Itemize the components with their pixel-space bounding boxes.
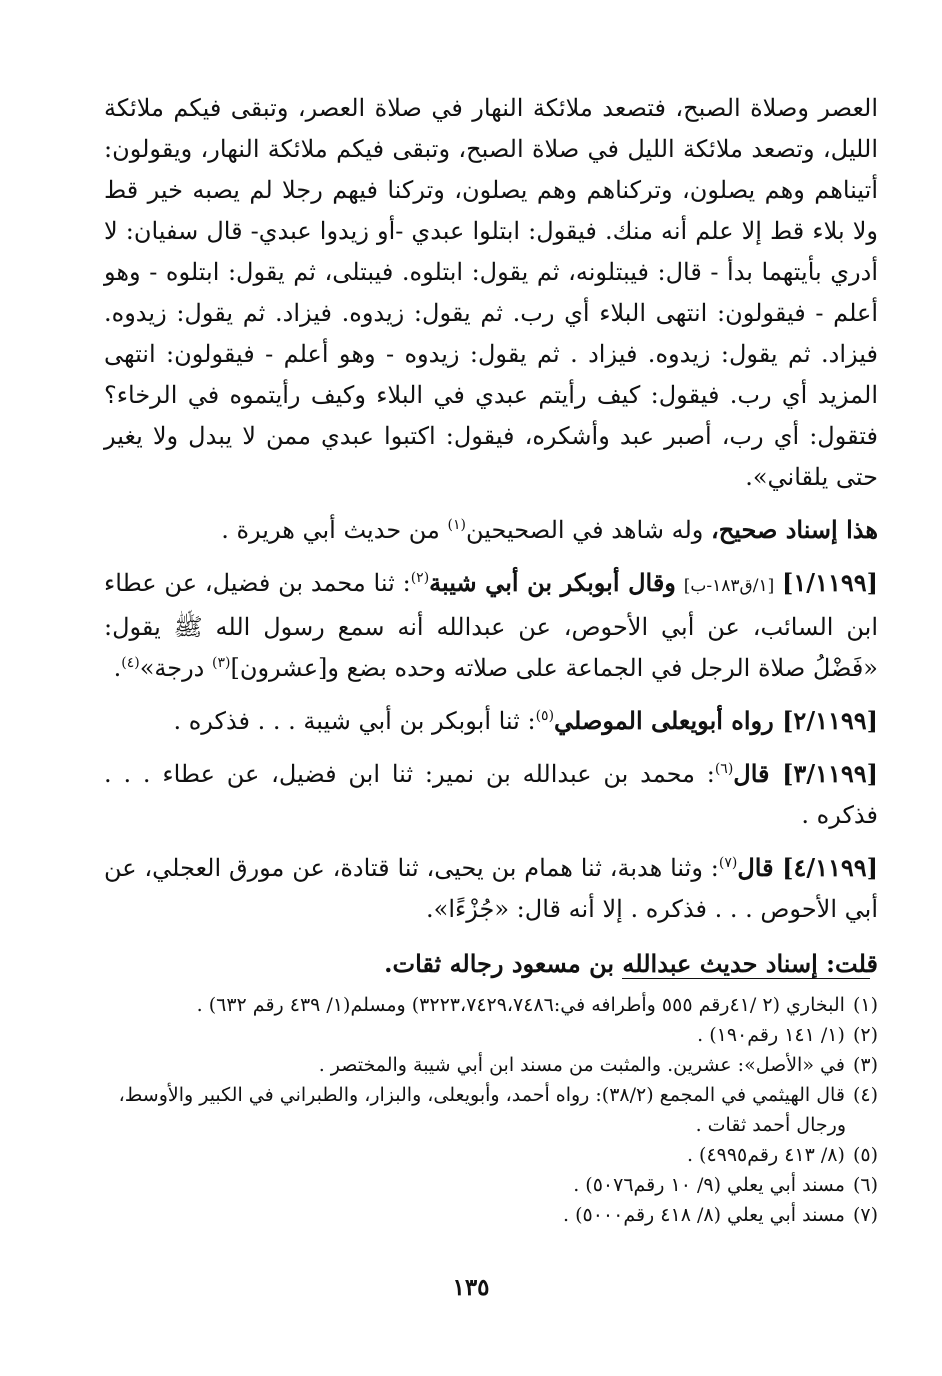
footnote-text: (١/ ١٤١ رقم١٩٠) . <box>697 1024 845 1046</box>
footnote-2 <box>104 1020 878 1050</box>
entry-lead-4: قال <box>737 853 783 882</box>
footnotes <box>104 990 878 1230</box>
footnote-6 <box>104 1170 878 1200</box>
entry-text-2: : ثنا أبوبكر بن أبي شيبة . . . فذكره . <box>173 707 536 735</box>
entry-number-1: [١/١١٩٩] <box>782 568 878 597</box>
footnote-ref-3[interactable]: (٣) <box>212 655 231 671</box>
footnote-number: (٥) <box>852 1144 878 1166</box>
footnote-5 <box>104 1140 878 1170</box>
entry-text-1c: . <box>113 654 122 682</box>
manuscript-ref: [١/ق١٨٣-ب] <box>683 576 775 596</box>
footnote-separator <box>622 978 870 979</box>
verdict-bold: هذا إسناد صحيح، <box>710 515 878 544</box>
entry-text-4: : وثنا هدبة، ثنا همام بن يحيى، ثنا قتادة، عن مورق العجلي، عن أبي الأحوص . . . فذكره . إلا أنه قال: «جُزْءًا». <box>104 854 878 923</box>
conclusion: قلت: إسناد حديث عبدالله بن مسعود رجاله ثقات. <box>384 949 878 978</box>
entry-number-2: [٢/١١٩٩] <box>782 706 878 735</box>
footnote-text: قال الهيثمي في المجمع (٣٨/٢): رواه أحمد، وأبويعلى، والبزار، والطبراني في الكبير والأوسط، <box>118 1084 845 1106</box>
verdict-line <box>104 509 878 551</box>
entry-lead-1: وقال أبوبكر بن أبي شيبة <box>429 568 676 597</box>
footnote-ref-6[interactable]: (٦) <box>714 761 734 777</box>
footnote-7 <box>104 1200 878 1230</box>
hadith-entry-3 <box>104 753 878 836</box>
entry-number-4: [٤/١١٩٩] <box>782 853 879 882</box>
footnote-text: في «الأصل»: عشرين. والمثبت من مسند ابن أبي شيبة والمختصر . <box>318 1054 845 1076</box>
footnote-4-continuation: ورجال أحمد ثقات . <box>695 1114 846 1136</box>
entry-lead-3: قال <box>733 759 783 788</box>
footnote-ref-1[interactable]: (١) <box>447 517 467 533</box>
footnote-ref-7[interactable]: (٧) <box>718 855 738 871</box>
entry-text-1b: درجة» <box>139 654 212 682</box>
verdict-text-end: من حديث أبي هريرة . <box>221 516 448 544</box>
footnote-text: البخاري (٢ /٤١رقم ٥٥٥ وأطرافه في:٣٢٢٣،٧٤٢٩،٧٤٨٦) ومسلم(١/ ٤٣٩ رقم ٦٣٢) . <box>196 994 845 1016</box>
footnote-text: مسند أبي يعلي (٩/ ١٠ رقم٥٠٧٦) . <box>573 1174 845 1196</box>
footnote-4 <box>104 1080 878 1110</box>
footnote-number: (٧) <box>852 1204 878 1226</box>
footnote-1 <box>104 990 878 1020</box>
entry-text-3: : محمد بن عبدالله بن نمير: ثنا ابن فضيل، عن عطاء . . . فذكره . <box>104 760 878 829</box>
footnote-ref-4[interactable]: (٤) <box>121 655 140 671</box>
footnote-ref-5[interactable]: (٥) <box>535 708 555 724</box>
hadith-entry-2 <box>104 700 878 742</box>
footnote-number: (٤) <box>852 1084 878 1106</box>
footnote-number: (١) <box>852 994 878 1016</box>
hadith-entry-4 <box>104 847 878 930</box>
verdict-text: وله شاهد في الصحيحين <box>466 516 711 544</box>
footnote-text: (٨/ ٤١٣ رقم٤٩٩٥) . <box>686 1144 845 1166</box>
hadith-entry-1 <box>104 562 878 689</box>
footnote-number: (٢) <box>852 1024 878 1046</box>
footnote-ref-2[interactable]: (٢) <box>410 570 430 586</box>
entry-text-1a: : ثنا محمد بن فضيل، عن عطاء ابن السائب، عن أبي الأحوص، عن عبدالله أنه سمع رسول الله ﷺ يقول: «فَضْلُ صلاة الرجل في الجماعة على صلاته وحده بضع و[عشرون] <box>104 569 878 682</box>
footnote-number: (٣) <box>852 1054 878 1076</box>
footnote-3 <box>104 1050 878 1080</box>
footnote-text: مسند أبي يعلي (٨/ ٤١٨ رقم٥٠٠٠) . <box>563 1204 845 1226</box>
footnote-number: (٦) <box>852 1174 878 1196</box>
hadith-text: العصر وصلاة الصبح، فتصعد ملائكة النهار في صلاة العصر، وتبقى فيكم ملائكة الليل، وتصعد ملائكة الليل في صلاة الصبح، وتبقى فيكم ملائكة النهار، ويقولون: أتيناهم وهم يصلون، وتركناهم وهم يصلون، وتركنا فيهم رجلا لم يصبه خير قط ولا بلاء قط إلا علم أنه منك. فيقول: ابتلوا عبدي -أو زيدوا عبدي- قال سفيان: لا أدري بأيتهما بدأ - قال: فيبتلونه، ثم يقول: ابتلوه. فيبتلى، ثم يقول: ابتلوه - وهو أعلم - فيقولون: انتهى البلاء أي رب. ثم يقول: زيدوه. فيزاد. ثم يقول: زيدوه. فيزاد. ثم يقول: زيدوه. فيزاد . ثم يقول: زيدوه - وهو أعلم - فيقولون: انتهى المزيد أي رب. فيقول: كيف رأيتم عبدي في البلاء وكيف رأيتموه في الرخاء؟ فتقول: أي رب، أصبر عبد وأشكره، فيقول: اكتبوا عبدي ممن لا يبدل ولا يغير حتى يلقاني». <box>104 94 878 491</box>
main-body <box>104 88 878 984</box>
page-number: ١٣٥ <box>452 1274 490 1301</box>
entry-number-3: [٣/١١٩٩] <box>782 759 878 788</box>
entry-lead-2: رواه أبويعلى الموصلي <box>554 706 783 735</box>
